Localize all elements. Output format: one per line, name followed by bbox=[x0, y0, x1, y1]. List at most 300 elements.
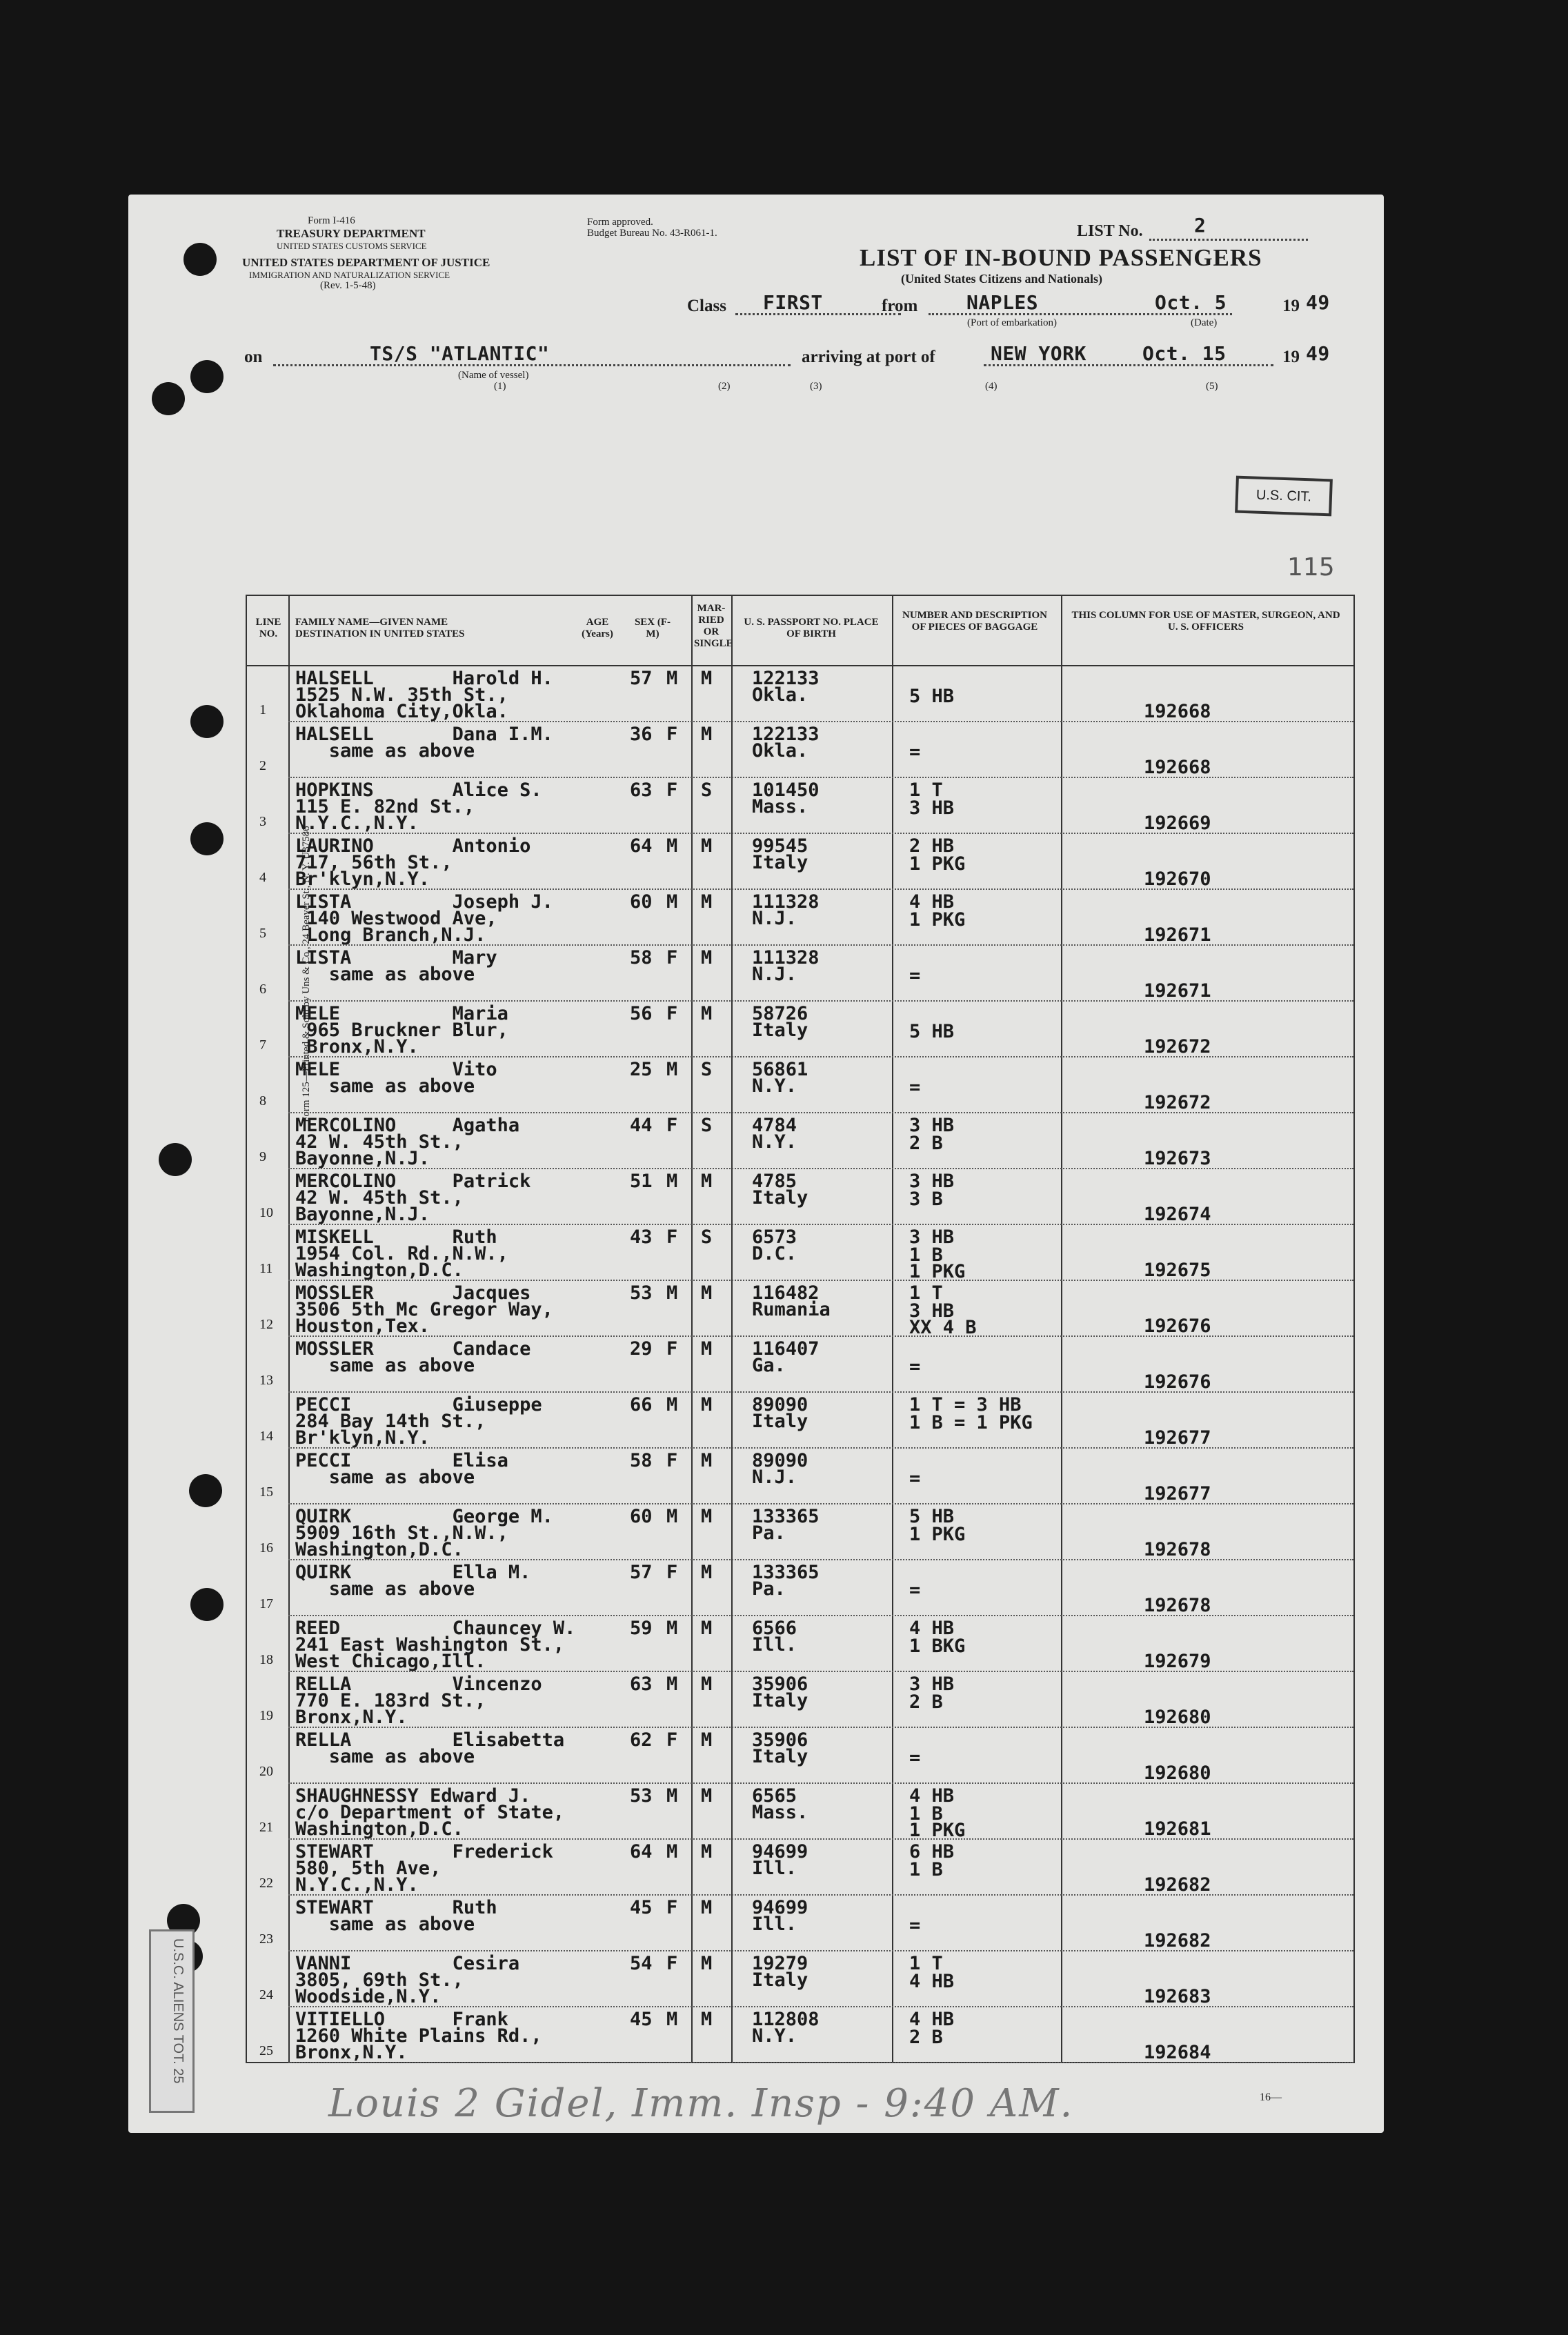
passport-number: 111328 bbox=[752, 891, 820, 913]
line-number: 23 bbox=[259, 1931, 273, 1947]
punch-hole bbox=[183, 243, 217, 276]
sex: M bbox=[666, 1841, 678, 1862]
col-number-5: (5) bbox=[1206, 381, 1218, 392]
row-divider bbox=[288, 1391, 1353, 1393]
address-line: 5909 16th St.,N.W., bbox=[295, 1522, 508, 1544]
address-line: Bayonne,N.J. bbox=[295, 1148, 430, 1169]
row-divider bbox=[288, 1615, 1353, 1616]
address-line: same as above bbox=[295, 1578, 475, 1600]
year1: 49 bbox=[1306, 291, 1330, 314]
officer-number: 192680 bbox=[1144, 1762, 1211, 1784]
place-of-birth: N.Y. bbox=[752, 2025, 797, 2047]
passport-number: 122133 bbox=[752, 668, 820, 689]
address-line: same as above bbox=[295, 1355, 475, 1376]
marital-status: M bbox=[701, 1562, 713, 1583]
officer-number: 192677 bbox=[1144, 1427, 1211, 1449]
line-number: 3 bbox=[259, 814, 266, 829]
passport-number: 116482 bbox=[752, 1282, 820, 1304]
age: 63 bbox=[630, 1673, 653, 1695]
baggage-line: 1 T bbox=[909, 1282, 943, 1304]
list-no-label: LIST No. bbox=[1077, 222, 1143, 240]
budget-bureau: Budget Bureau No. 43-R061-1. bbox=[587, 228, 717, 239]
sex: F bbox=[666, 1115, 678, 1136]
passenger-name: MISKELL Ruth bbox=[295, 1226, 497, 1248]
row-divider bbox=[288, 1000, 1353, 1002]
address-line: Br'klyn,N.Y. bbox=[295, 1427, 430, 1449]
address-line: 580, 5th Ave, bbox=[295, 1858, 441, 1879]
baggage-line: 1 PKG bbox=[909, 1261, 966, 1282]
punch-hole bbox=[190, 1588, 224, 1621]
age: 25 bbox=[630, 1059, 653, 1080]
passenger-name: PECCI Elisa bbox=[295, 1450, 508, 1471]
header-passport: U. S. PASSPORT NO. PLACE OF BIRTH bbox=[744, 617, 879, 639]
address-line: 284 Bay 14th St., bbox=[295, 1411, 486, 1432]
passenger-name: LISTA Joseph J. bbox=[295, 891, 553, 913]
row-divider bbox=[288, 1503, 1353, 1504]
sex: F bbox=[666, 947, 678, 968]
sex: M bbox=[666, 891, 678, 913]
row-divider bbox=[288, 1894, 1353, 1896]
line-number: 14 bbox=[259, 1429, 273, 1444]
line-number: 13 bbox=[259, 1373, 273, 1388]
address-line: Washington,D.C. bbox=[295, 1818, 464, 1840]
line-number: 1 bbox=[259, 702, 266, 717]
passenger-name: REED Chauncey W. bbox=[295, 1618, 576, 1639]
col-number-3: (3) bbox=[810, 381, 822, 392]
baggage-line: = bbox=[909, 965, 921, 986]
baggage-line: 4 HB bbox=[909, 891, 955, 913]
officer-number: 192670 bbox=[1144, 868, 1211, 890]
passport-number: 89090 bbox=[752, 1394, 808, 1415]
passport-number: 101450 bbox=[752, 779, 820, 801]
officer-number: 192679 bbox=[1144, 1651, 1211, 1672]
col-divider bbox=[1061, 596, 1062, 2062]
officer-number: 192678 bbox=[1144, 1595, 1211, 1616]
baggage-line: = bbox=[909, 1580, 921, 1601]
officer-number: 192674 bbox=[1144, 1204, 1211, 1225]
sex: M bbox=[666, 1506, 678, 1527]
line-number: 20 bbox=[259, 1764, 273, 1779]
sex: F bbox=[666, 1003, 678, 1024]
address-line: Bronx,N.Y. bbox=[295, 1707, 408, 1728]
line-number: 6 bbox=[259, 982, 266, 997]
officer-number: 192683 bbox=[1144, 1986, 1211, 2007]
officer-number: 192671 bbox=[1144, 980, 1211, 1002]
year2: 49 bbox=[1306, 342, 1330, 365]
marital-status: M bbox=[701, 1618, 713, 1639]
header-sex: SEX (F-M) bbox=[634, 617, 671, 639]
punch-hole bbox=[159, 1143, 192, 1176]
address-line: 42 W. 45th St., bbox=[295, 1187, 464, 1209]
row-divider bbox=[288, 833, 1353, 834]
passenger-name: STEWART Frederick bbox=[295, 1841, 553, 1862]
baggage-line: 1 T bbox=[909, 779, 943, 801]
passport-number: 4784 bbox=[752, 1115, 797, 1136]
passenger-name: QUIRK George M. bbox=[295, 1506, 553, 1527]
sex: F bbox=[666, 1729, 678, 1751]
baggage-line: 1 B bbox=[909, 1244, 943, 1266]
customs-service: UNITED STATES CUSTOMS SERVICE bbox=[277, 241, 427, 251]
on-label: on bbox=[244, 348, 263, 366]
baggage-line: 2 B bbox=[909, 2027, 943, 2048]
baggage-line: 6 HB bbox=[909, 1841, 955, 1862]
row-divider bbox=[288, 1950, 1353, 1951]
baggage-line: = bbox=[909, 1356, 921, 1378]
place-of-birth: Italy bbox=[752, 1746, 808, 1767]
passenger-name: HALSELL Dana I.M. bbox=[295, 724, 553, 745]
punch-hole bbox=[190, 822, 224, 855]
place-of-birth: N.Y. bbox=[752, 1131, 797, 1153]
inspector-signature: Louis 2 Gidel, Imm. Insp - 9:40 AM. bbox=[328, 2081, 1074, 2126]
header-baggage: NUMBER AND DESCRIPTION OF PIECES OF BAGGAGE bbox=[902, 610, 1048, 633]
year1-prefix: 19 bbox=[1282, 297, 1300, 315]
marital-status: M bbox=[701, 1394, 713, 1415]
marital-status: M bbox=[701, 724, 713, 745]
marital-status: M bbox=[701, 891, 713, 913]
passport-number: 133365 bbox=[752, 1562, 820, 1583]
row-divider bbox=[288, 944, 1353, 946]
punch-hole bbox=[190, 705, 224, 738]
place-of-birth: Italy bbox=[752, 852, 808, 873]
address-line: Bronx,N.Y. bbox=[295, 1036, 419, 1057]
row-divider bbox=[288, 1559, 1353, 1560]
age: 66 bbox=[630, 1394, 653, 1415]
baggage-line: 1 B = 1 PKG bbox=[909, 1412, 1033, 1433]
row-divider bbox=[288, 1112, 1353, 1113]
passenger-name: PECCI Giuseppe bbox=[295, 1394, 542, 1415]
list-subtitle: (United States Citizens and Nationals) bbox=[901, 272, 1103, 286]
passenger-name: VITIELLO Frank bbox=[295, 2009, 508, 2030]
place-of-birth: N.J. bbox=[752, 1467, 797, 1488]
place-of-birth: Italy bbox=[752, 1969, 808, 1991]
address-line: same as above bbox=[295, 740, 475, 762]
sex: F bbox=[666, 1450, 678, 1471]
line-number: 10 bbox=[259, 1205, 273, 1220]
address-line: N.Y.C.,N.Y. bbox=[295, 1874, 419, 1896]
row-divider bbox=[288, 888, 1353, 890]
address-line: same as above bbox=[295, 1075, 475, 1097]
marital-status: S bbox=[701, 1115, 713, 1136]
marital-status: S bbox=[701, 779, 713, 801]
passenger-name: LISTA Mary bbox=[295, 947, 497, 968]
officer-number: 192672 bbox=[1144, 1092, 1211, 1113]
punch-hole bbox=[152, 382, 185, 415]
line-number: 24 bbox=[259, 1987, 273, 2003]
officer-number: 192671 bbox=[1144, 924, 1211, 946]
manifest-page bbox=[128, 195, 1384, 2133]
baggage-line: 5 HB bbox=[909, 1021, 955, 1042]
passenger-name: LAURINO Antonio bbox=[295, 835, 531, 857]
officer-number: 192669 bbox=[1144, 813, 1211, 834]
row-divider bbox=[288, 1727, 1353, 1728]
baggage-line: 3 HB bbox=[909, 1171, 955, 1192]
place-of-birth: Pa. bbox=[752, 1578, 786, 1600]
header-line-no: LINE NO. bbox=[255, 617, 281, 639]
address-line: Bronx,N.Y. bbox=[295, 2042, 408, 2063]
passport-number: 122133 bbox=[752, 724, 820, 745]
row-divider bbox=[288, 2006, 1353, 2007]
list-no-line bbox=[1149, 239, 1308, 241]
officer-number: 192682 bbox=[1144, 1930, 1211, 1951]
address-line: 717, 56th St., bbox=[295, 852, 453, 873]
age: 64 bbox=[630, 1841, 653, 1862]
passport-number: 6565 bbox=[752, 1785, 797, 1807]
line-number: 9 bbox=[259, 1149, 266, 1164]
marital-status: M bbox=[701, 835, 713, 857]
sex: M bbox=[666, 1059, 678, 1080]
baggage-line: 1 T bbox=[909, 1953, 943, 1974]
sex: F bbox=[666, 1897, 678, 1918]
baggage-line: 5 HB bbox=[909, 686, 955, 707]
baggage-line: XX 4 B bbox=[909, 1317, 977, 1338]
address-line: Br'klyn,N.Y. bbox=[295, 868, 430, 890]
officer-number: 192675 bbox=[1144, 1260, 1211, 1281]
baggage-line: 2 B bbox=[909, 1691, 943, 1713]
baggage-line: = bbox=[909, 1915, 921, 1936]
baggage-line: 2 HB bbox=[909, 835, 955, 857]
address-line: 1525 N.W. 35th St., bbox=[295, 684, 508, 706]
line-number: 4 bbox=[259, 870, 266, 885]
line-number: 7 bbox=[259, 1037, 266, 1053]
marital-status: S bbox=[701, 1226, 713, 1248]
col-number-2: (2) bbox=[718, 381, 731, 392]
age: 58 bbox=[630, 947, 653, 968]
baggage-line: 4 HB bbox=[909, 1971, 955, 1992]
ins-service: IMMIGRATION AND NATURALIZATION SERVICE bbox=[249, 270, 450, 280]
officer-number: 192678 bbox=[1144, 1539, 1211, 1560]
col-divider bbox=[691, 596, 693, 2062]
place-of-birth: N.Y. bbox=[752, 1075, 797, 1097]
marital-status: M bbox=[701, 1171, 713, 1192]
col-divider bbox=[288, 596, 290, 2062]
from-label: from bbox=[882, 297, 918, 315]
date-caption: (Date) bbox=[1191, 317, 1218, 328]
baggage-line: 1 PKG bbox=[909, 1820, 966, 1841]
age: 43 bbox=[630, 1226, 653, 1248]
address-line: 965 Bruckner Blur, bbox=[295, 1020, 508, 1041]
officer-number: 192672 bbox=[1144, 1036, 1211, 1057]
baggage-line: 1 BKG bbox=[909, 1636, 966, 1657]
age: 44 bbox=[630, 1115, 653, 1136]
marital-status: M bbox=[701, 947, 713, 968]
passenger-table bbox=[246, 595, 1355, 2063]
sex: F bbox=[666, 1338, 678, 1360]
place-of-birth: Italy bbox=[752, 1690, 808, 1711]
sex: F bbox=[666, 1226, 678, 1248]
from-value: NAPLES bbox=[966, 291, 1039, 314]
marital-status: M bbox=[701, 1729, 713, 1751]
passenger-name: MELE Vito bbox=[295, 1059, 497, 1080]
marital-status: M bbox=[701, 1450, 713, 1471]
line-number: 22 bbox=[259, 1876, 273, 1891]
address-line: c/o Department of State, bbox=[295, 1802, 565, 1823]
passenger-name: VANNI Cesira bbox=[295, 1953, 520, 1974]
passport-number: 35906 bbox=[752, 1673, 808, 1695]
form-approved: Form approved. bbox=[587, 217, 653, 228]
place-of-birth: N.J. bbox=[752, 908, 797, 929]
line-number: 21 bbox=[259, 1820, 273, 1835]
age: 53 bbox=[630, 1785, 653, 1807]
year2-prefix: 19 bbox=[1282, 348, 1300, 366]
address-line: Washington,D.C. bbox=[295, 1260, 464, 1281]
line-number: 18 bbox=[259, 1652, 273, 1667]
marital-status: S bbox=[701, 1059, 713, 1080]
form-number: Form I-416 bbox=[308, 215, 355, 226]
header-age: AGE (Years) bbox=[582, 617, 613, 639]
age: 54 bbox=[630, 1953, 653, 1974]
marital-status: M bbox=[701, 1282, 713, 1304]
col-number-1: (1) bbox=[494, 381, 506, 392]
place-of-birth: Ill. bbox=[752, 1634, 797, 1656]
punch-hole bbox=[189, 1474, 222, 1507]
sex: F bbox=[666, 724, 678, 745]
sex: M bbox=[666, 2009, 678, 2030]
place-of-birth: Mass. bbox=[752, 1802, 808, 1823]
place-of-birth: Ill. bbox=[752, 1914, 797, 1935]
vessel-caption: (Name of vessel) bbox=[458, 370, 529, 381]
marital-status: M bbox=[701, 1003, 713, 1024]
embark-caption: (Port of embarkation) bbox=[967, 317, 1057, 328]
passport-number: 6573 bbox=[752, 1226, 797, 1248]
arrival-date: Oct. 15 bbox=[1142, 342, 1227, 365]
address-line: same as above bbox=[295, 964, 475, 985]
place-of-birth: Okla. bbox=[752, 740, 808, 762]
passport-number: 112808 bbox=[752, 2009, 820, 2030]
passport-number: 111328 bbox=[752, 947, 820, 968]
baggage-line: 3 HB bbox=[909, 1300, 955, 1322]
age: 57 bbox=[630, 668, 653, 689]
marital-status: M bbox=[701, 668, 713, 689]
col-number-4: (4) bbox=[985, 381, 998, 392]
passenger-name: MERCOLINO Agatha bbox=[295, 1115, 520, 1136]
row-divider bbox=[288, 777, 1353, 778]
address-line: N.Y.C.,N.Y. bbox=[295, 813, 419, 834]
baggage-line: 1 T = 3 HB bbox=[909, 1394, 1022, 1415]
line-number: 12 bbox=[259, 1317, 273, 1332]
line-number: 15 bbox=[259, 1484, 273, 1500]
marital-status: M bbox=[701, 1897, 713, 1918]
address-line: 1260 White Plains Rd., bbox=[295, 2025, 542, 2047]
passenger-name: HOPKINS Alice S. bbox=[295, 779, 542, 801]
address-line: same as above bbox=[295, 1746, 475, 1767]
passport-number: 58726 bbox=[752, 1003, 808, 1024]
row-divider bbox=[288, 1280, 1353, 1281]
sex: M bbox=[666, 668, 678, 689]
place-of-birth: Mass. bbox=[752, 796, 808, 817]
marital-status: M bbox=[701, 1953, 713, 1974]
baggage-line: 3 HB bbox=[909, 1115, 955, 1136]
list-no-value: 2 bbox=[1194, 214, 1207, 237]
address-line: Washington,D.C. bbox=[295, 1539, 464, 1560]
place-of-birth: Rumania bbox=[752, 1299, 831, 1320]
place-of-birth: Italy bbox=[752, 1187, 808, 1209]
address-line: 42 W. 45th St., bbox=[295, 1131, 464, 1153]
row-divider bbox=[288, 1671, 1353, 1672]
class-label: Class bbox=[687, 297, 726, 315]
officer-number: 192677 bbox=[1144, 1483, 1211, 1504]
row-divider bbox=[288, 2062, 1353, 2063]
arriving-label: arriving at port of bbox=[802, 348, 935, 366]
passenger-name: MELE Maria bbox=[295, 1003, 508, 1024]
aliens-total-stamp bbox=[149, 1929, 195, 2113]
marital-status: M bbox=[701, 2009, 713, 2030]
baggage-line: 2 B bbox=[909, 1133, 943, 1154]
passenger-name: STEWART Ruth bbox=[295, 1897, 497, 1918]
passenger-name: QUIRK Ella M. bbox=[295, 1562, 531, 1583]
footer-number: 16— bbox=[1260, 2091, 1282, 2103]
passport-number: 116407 bbox=[752, 1338, 820, 1360]
baggage-line: = bbox=[909, 742, 921, 763]
officer-number: 192682 bbox=[1144, 1874, 1211, 1896]
age: 64 bbox=[630, 835, 653, 857]
passport-number: 133365 bbox=[752, 1506, 820, 1527]
header-name: FAMILY NAME—GIVEN NAME DESTINATION IN UNITED STATES bbox=[295, 617, 465, 639]
age: 58 bbox=[630, 1450, 653, 1471]
address-line: 115 E. 82nd St., bbox=[295, 796, 475, 817]
baggage-line: 4 HB bbox=[909, 2009, 955, 2030]
baggage-line: = bbox=[909, 1747, 921, 1769]
officer-number: 192668 bbox=[1144, 757, 1211, 778]
age: 56 bbox=[630, 1003, 653, 1024]
col-divider bbox=[892, 596, 893, 2062]
row-divider bbox=[288, 721, 1353, 722]
header-married: MAR-RIED OR SINGLE bbox=[694, 603, 733, 649]
officer-number: 192676 bbox=[1144, 1315, 1211, 1337]
list-title: LIST OF IN-BOUND PASSENGERS bbox=[860, 244, 1262, 271]
line-number: 19 bbox=[259, 1708, 273, 1723]
place-of-birth: N.J. bbox=[752, 964, 797, 985]
sex: M bbox=[666, 835, 678, 857]
sex: M bbox=[666, 1282, 678, 1304]
officer-number: 192684 bbox=[1144, 2042, 1211, 2063]
address-line: Houston,Tex. bbox=[295, 1315, 430, 1337]
sex: M bbox=[666, 1171, 678, 1192]
age: 45 bbox=[630, 1897, 653, 1918]
revision: (Rev. 1-5-48) bbox=[320, 280, 376, 291]
baggage-line: 3 B bbox=[909, 1189, 943, 1210]
punch-hole bbox=[190, 360, 224, 393]
baggage-line: = bbox=[909, 1468, 921, 1489]
line-number: 8 bbox=[259, 1093, 266, 1109]
address-line: same as above bbox=[295, 1914, 475, 1935]
line-number: 5 bbox=[259, 926, 266, 941]
address-line: 1954 Col. Rd.,N.W., bbox=[295, 1243, 508, 1264]
sex: F bbox=[666, 779, 678, 801]
row-divider bbox=[288, 1447, 1353, 1449]
line-number: 11 bbox=[259, 1261, 273, 1276]
sex: F bbox=[666, 1562, 678, 1583]
place-of-birth: Ga. bbox=[752, 1355, 786, 1376]
passenger-name: RELLA Vincenzo bbox=[295, 1673, 542, 1695]
marital-status: M bbox=[701, 1785, 713, 1807]
address-line: 3805, 69th St., bbox=[295, 1969, 464, 1991]
age: 36 bbox=[630, 724, 653, 745]
address-line: Woodside,N.Y. bbox=[295, 1986, 441, 2007]
passport-number: 94699 bbox=[752, 1897, 808, 1918]
passport-number: 4785 bbox=[752, 1171, 797, 1192]
row-divider bbox=[288, 1224, 1353, 1225]
aliens-total-text: U.S.C. ALIENS TOT. 25 bbox=[170, 1938, 186, 2084]
passport-number: 94699 bbox=[752, 1841, 808, 1862]
baggage-line: 4 HB bbox=[909, 1785, 955, 1807]
address-line: 241 East Washington St., bbox=[295, 1634, 565, 1656]
marital-status: M bbox=[701, 1338, 713, 1360]
baggage-line: 1 B bbox=[909, 1859, 943, 1880]
passport-number: 19279 bbox=[752, 1953, 808, 1974]
baggage-line: 3 HB bbox=[909, 1673, 955, 1695]
column-headers bbox=[247, 596, 1353, 666]
treasury-dept: TREASURY DEPARTMENT bbox=[277, 227, 426, 240]
